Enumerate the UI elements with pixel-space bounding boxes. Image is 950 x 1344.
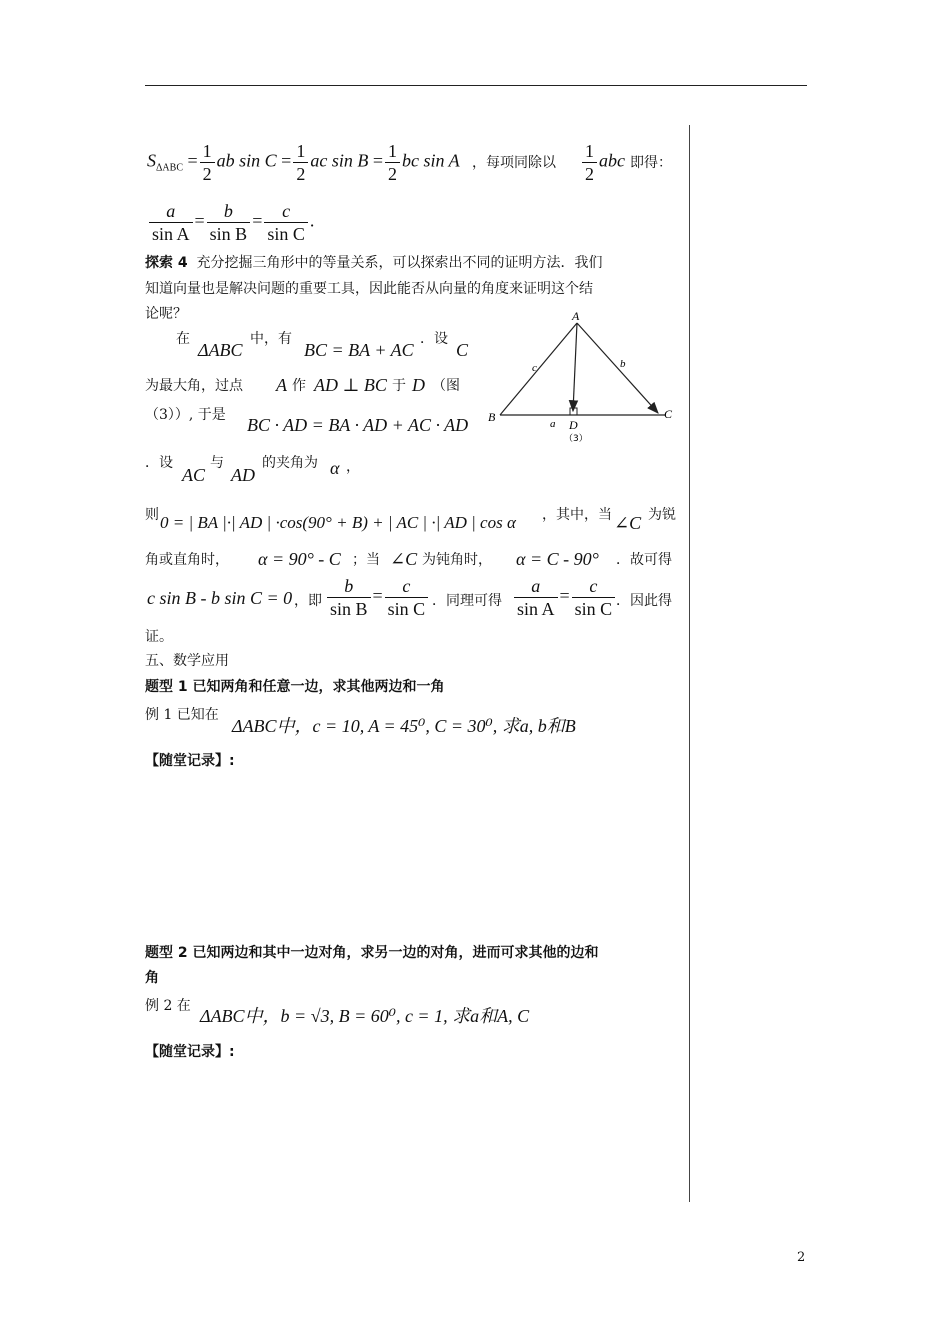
proof-text: ．同理可得: [432, 593, 502, 609]
vector-ac: AC: [182, 465, 206, 485]
proof-text: 为锐: [648, 507, 676, 523]
fraction: $\frac{1}{2}$: [293, 140, 308, 185]
formula-term: bc sin A: [401, 150, 460, 171]
divide-term: $\frac{1}{2}$ abc: [580, 140, 625, 185]
ratio-fractions-1: $\frac{b}{\text{sin B}}$ = $\frac{c}{\text{sin C}}$: [325, 575, 430, 620]
angle-c: ∠C: [614, 513, 642, 533]
proof-text: 在: [176, 331, 190, 347]
header-rule: [145, 85, 807, 86]
section-heading: 五、数学应用: [145, 653, 229, 669]
example-2-label: 例 2 在: [145, 998, 191, 1014]
area-formula: $S_{\Delta ABC}$ = $\frac{1}{2}$ ab sin C = $\frac{1}{2}$ ac sin B = $\frac{1}{2}$ bc sin A: [147, 141, 460, 184]
example-1-math: ΔABC中，c = 10, A = 45⁰, C = 30⁰, 求a, b和B: [232, 716, 576, 736]
proof-text: ；当: [352, 552, 380, 568]
proof-text: ．设: [145, 455, 173, 471]
triangle-symbol: ΔABC: [198, 340, 243, 360]
angle-c-2: ∠C: [390, 549, 418, 569]
proof-end: 证。: [145, 629, 173, 645]
proof-text: 于: [392, 378, 406, 394]
proof-text: 为钝角时，: [422, 552, 492, 568]
label-B: B: [488, 410, 496, 424]
alpha-case1: α = 90° - C: [258, 549, 341, 569]
area-text-after: 即得：: [630, 155, 672, 171]
proof-text: 作: [292, 378, 306, 394]
vector-equation: BC = BA + AC: [304, 340, 414, 360]
proof-text: ，: [346, 459, 360, 475]
explore4-line3: 论呢？: [145, 306, 187, 322]
proof-text: （3））, 于是: [145, 407, 226, 423]
proof-text: 为最大角，过点: [145, 378, 243, 394]
proof-text: ．故可得: [616, 552, 672, 568]
explore4-line2: 知道向量也是解决问题的重要工具，因此能否从向量的角度来证明这个结: [145, 281, 593, 297]
dot-product-eq: BC · AD = BA · AD + AC · AD: [247, 415, 469, 435]
label-c: c: [532, 362, 537, 374]
ratio-fractions-2: $\frac{a}{\text{sin A}}$ = $\frac{c}{\text{sin C}}$: [512, 575, 617, 620]
formula-term: ac sin B: [310, 150, 369, 171]
side-b-arrow: [577, 323, 658, 413]
proof-text: （图: [432, 378, 460, 394]
sine-law: $\frac{a}{\text{sin A}}$ = $\frac{b}{\text{sin B}}$ = $\frac{c}{\text{sin C}}$ .: [147, 200, 314, 245]
problem-type-1: 题型 1 已知两角和任意一边，求其他两边和一角: [145, 679, 445, 695]
proof-text: ，即: [294, 593, 322, 609]
fraction: $\frac{1}{2}$: [200, 140, 215, 185]
vector-ad: AD: [231, 465, 255, 485]
label-a: a: [550, 418, 556, 430]
page-number: 2: [797, 1250, 806, 1265]
proof-text: 的夹角为: [262, 455, 318, 471]
proof-text: 则: [145, 507, 159, 523]
class-record-1: 【随堂记录】:: [145, 753, 235, 769]
explore4-line1: 探索 4 充分挖掘三角形中的等量关系，可以探索出不同的证明方法．我们: [145, 255, 603, 271]
area-subscript: ΔABC: [156, 162, 183, 174]
point-a: A: [276, 375, 287, 395]
label-A: A: [572, 309, 580, 323]
triangle-figure: [482, 305, 682, 455]
proof-text: ．因此得: [616, 593, 672, 609]
label-D: D: [569, 418, 578, 432]
altitude-ad-arrow: [573, 323, 577, 411]
class-record-2: 【随堂记录】:: [145, 1044, 235, 1060]
example-1-label: 例 1 已知在: [145, 707, 219, 723]
figure-caption: （3）: [564, 434, 588, 444]
problem-type-2-cont: 角: [145, 970, 159, 986]
fraction: $\frac{1}{2}$: [385, 140, 400, 185]
proof-text: ，其中，当: [542, 507, 612, 523]
alpha-symbol: α: [330, 458, 340, 478]
label-b: b: [620, 358, 626, 370]
side-c-line: [500, 323, 577, 415]
area-text-before: ，每项同除以: [472, 155, 556, 171]
proof-text: 与: [210, 455, 224, 471]
problem-type-2: 题型 2 已知两边和其中一边对角，求另一边的对角，进而可求其他的边和: [145, 945, 599, 961]
proof-text: ．设: [420, 331, 448, 347]
margin-rule: [689, 125, 690, 1202]
proof-text: 角或直角时，: [145, 552, 229, 568]
cosine-equation: 0 = | BA |·| AD | ·cos(90° + B) + | AC | ·| AD | cos α: [160, 513, 516, 532]
label-C: C: [664, 407, 673, 421]
point-c: C: [456, 340, 469, 360]
point-d: D: [412, 375, 425, 395]
result-equation: c sin B - b sin C = 0: [147, 588, 293, 608]
example-2-math: ΔABC中，b = √3, B = 60⁰, c = 1, 求a和A, C: [200, 1006, 530, 1026]
perpendicular-eq: AD ⊥ BC: [314, 375, 387, 395]
proof-text: 中，有: [250, 331, 292, 347]
alpha-case2: α = C - 90°: [516, 549, 599, 569]
area-symbol: S: [147, 150, 156, 171]
formula-term: ab sin C: [216, 150, 277, 171]
